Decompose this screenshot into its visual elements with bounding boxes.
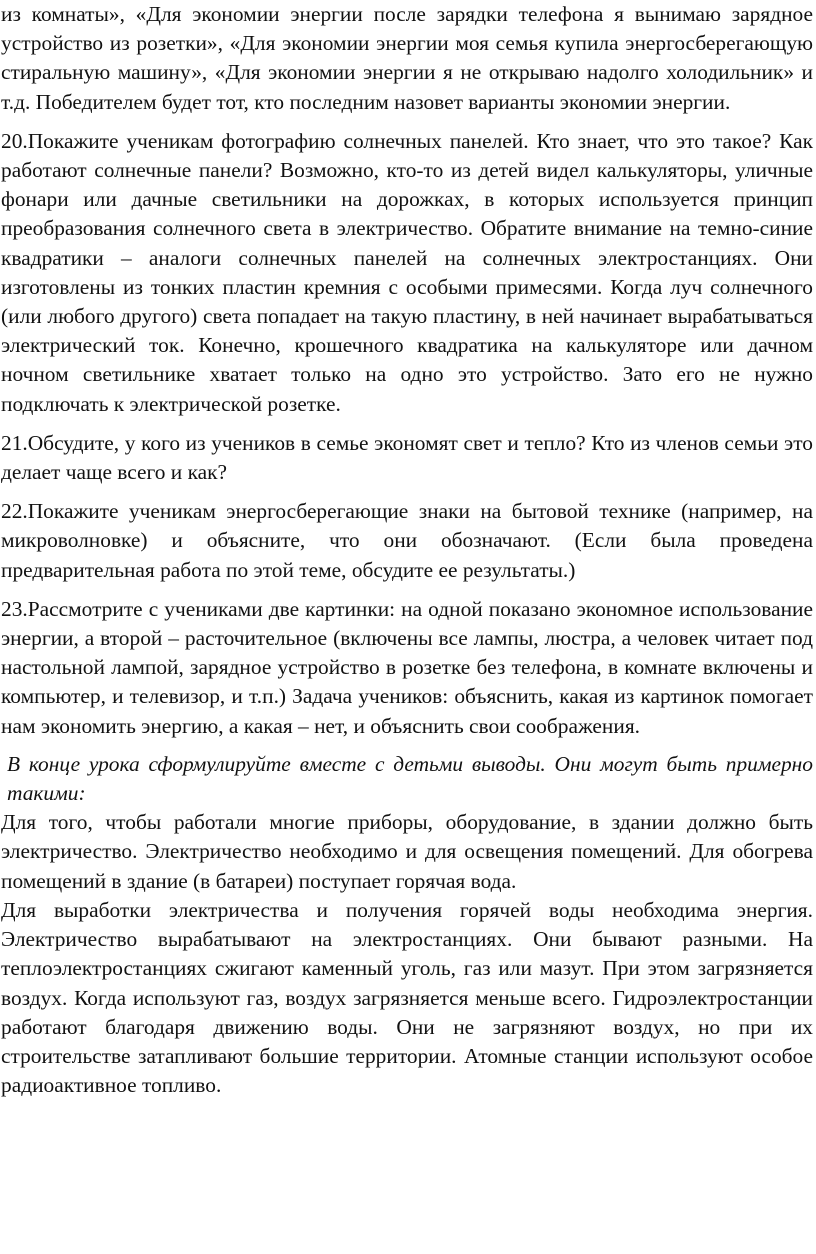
paragraph-item-21: 21.Обсудите, у кого из учеников в семье экономят свет и тепло? Кто из членов семьи это делает чаще всего и как?: [1, 430, 813, 485]
paragraph-item-23: 23.Рассмотрите с учениками две картинки: на одной показано экономное использование энергии, а второй – расточительное (включены все лампы, люстра, а человек читает под настольной лампой, зарядное устройство в розетке без телефона, в комнате включены и компьютер, и телевизор, и т.п.) Задача учеников: объяснить, какая из картинок помогает нам экономить энергию, а какая – нет, и объяснить свои соображения.: [1, 596, 813, 738]
paragraph-intro: из комнаты», «Для экономии энергии после зарядки телефона я вынимаю зарядное устройство из розетки», «Для экономии энергии моя семья купила энергосберегающую стиральную машину», «Для экономии энергии я не открываю надолго холодильник» и т.д. Победителем будет тот, кто последним назовет варианты экономии энергии.: [1, 2, 813, 114]
conclusion-intro: В конце урока сформулируйте вместе с детьми выводы. Они могут быть примерно такими:: [7, 751, 813, 806]
paragraph-item-20: 20.Покажите ученикам фотографию солнечных панелей. Кто знает, что это такое? Как работают солнечные панели? Возможно, кто-то из детей видел калькуляторы, уличные фонари или дачные светильники на дорожках, в которых используется принцип преобразования солнечного света в электричество. Обратите внимание на темно-синие квадратики – аналоги солнечных панелей на солнечных электростанциях. Они изготовлены из тонких пластин кремния с особыми примесями. Когда луч солнечного (или любого другого) света попадает на такую пластину, в ней начинает вырабатываться электрический ток. Конечно, крошечного квадратика на калькуляторе или дачном ночном светильнике хватает только на одно это устройство. Зато его не нужно подключать к электрической розетке.: [1, 128, 813, 416]
paragraph-item-22: 22.Покажите ученикам энергосберегающие знаки на бытовой технике (например, на микроволновке) и объясните, что они обозначают. (Если была проведена предварительная работа по этой теме, обсудите ее результаты.): [1, 499, 813, 582]
conclusion-paragraph-1: Для того, чтобы работали многие приборы, оборудование, в здании должно быть электричество. Электричество необходимо и для освещения помещений. Для обогрева помещений в здание (в батареи) поступает горячая вода.: [1, 810, 813, 893]
conclusion-paragraph-2: Для выработки электричества и получения горячей воды необходима энергия. Электричество вырабатывают на электростанциях. Они бывают разными. На теплоэлектростанциях сжигают каменный уголь, газ или мазут. При этом загрязняется воздух. Когда используют газ, воздух загрязняется меньше всего. Гидроэлектростанции работают благодаря движению воды. Они не загрязняют воздух, но при их строительстве затапливают большие территории. Атомные станции используют особое радиоактивное топливо.: [1, 897, 813, 1098]
